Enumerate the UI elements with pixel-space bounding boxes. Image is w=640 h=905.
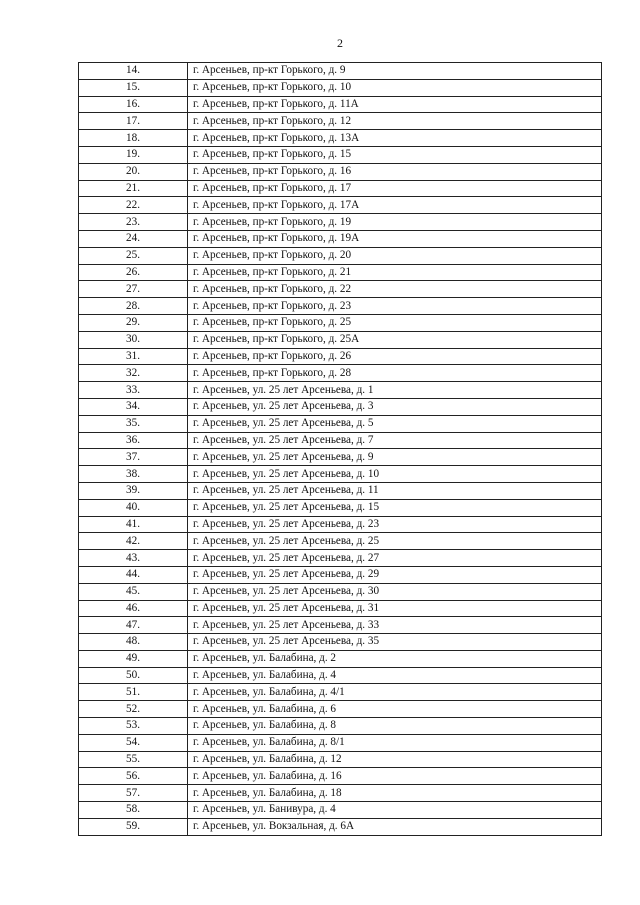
table-row xyxy=(79,617,602,634)
row-number-cell: 41. xyxy=(79,516,188,533)
address-cell: г. Арсеньев, ул. 25 лет Арсеньева, д. 7 xyxy=(188,432,602,449)
table-row xyxy=(79,650,602,667)
table-row xyxy=(79,348,602,365)
address-cell: г. Арсеньев, пр-кт Горького, д. 17А xyxy=(188,197,602,214)
address-cell: г. Арсеньев, пр-кт Горького, д. 20 xyxy=(188,247,602,264)
table-row xyxy=(79,298,602,315)
table-row xyxy=(79,701,602,718)
table-row xyxy=(79,818,602,835)
row-number-cell: 45. xyxy=(79,583,188,600)
row-number-cell: 51. xyxy=(79,684,188,701)
address-cell: г. Арсеньев, пр-кт Горького, д. 9 xyxy=(188,63,602,80)
row-number-cell: 55. xyxy=(79,751,188,768)
table-row xyxy=(79,63,602,80)
address-cell: г. Арсеньев, пр-кт Горького, д. 21 xyxy=(188,264,602,281)
row-number-cell: 31. xyxy=(79,348,188,365)
table-row xyxy=(79,718,602,735)
row-number-cell: 47. xyxy=(79,617,188,634)
row-number-cell: 58. xyxy=(79,802,188,819)
address-cell: г. Арсеньев, пр-кт Горького, д. 16 xyxy=(188,163,602,180)
address-cell: г. Арсеньев, ул. Балабина, д. 12 xyxy=(188,751,602,768)
table-row xyxy=(79,314,602,331)
row-number-cell: 50. xyxy=(79,667,188,684)
table-row xyxy=(79,751,602,768)
row-number-cell: 34. xyxy=(79,398,188,415)
table-row xyxy=(79,802,602,819)
address-cell: г. Арсеньев, ул. 25 лет Арсеньева, д. 25 xyxy=(188,533,602,550)
row-number-cell: 54. xyxy=(79,734,188,751)
row-number-cell: 24. xyxy=(79,230,188,247)
address-cell: г. Арсеньев, ул. 25 лет Арсеньева, д. 23 xyxy=(188,516,602,533)
address-cell: г. Арсеньев, пр-кт Горького, д. 25А xyxy=(188,331,602,348)
row-number-cell: 22. xyxy=(79,197,188,214)
row-number-cell: 30. xyxy=(79,331,188,348)
row-number-cell: 21. xyxy=(79,180,188,197)
table-row xyxy=(79,667,602,684)
address-cell: г. Арсеньев, ул. 25 лет Арсеньева, д. 31 xyxy=(188,600,602,617)
table-row xyxy=(79,734,602,751)
address-cell: г. Арсеньев, ул. 25 лет Арсеньева, д. 35 xyxy=(188,634,602,651)
row-number-cell: 16. xyxy=(79,96,188,113)
table-row xyxy=(79,113,602,130)
row-number-cell: 36. xyxy=(79,432,188,449)
table-row xyxy=(79,96,602,113)
address-cell: г. Арсеньев, ул. 25 лет Арсеньева, д. 29 xyxy=(188,566,602,583)
row-number-cell: 25. xyxy=(79,247,188,264)
row-number-cell: 57. xyxy=(79,785,188,802)
row-number-cell: 48. xyxy=(79,634,188,651)
address-cell: г. Арсеньев, ул. Балабина, д. 18 xyxy=(188,785,602,802)
table-row xyxy=(79,768,602,785)
table-row xyxy=(79,684,602,701)
address-cell: г. Арсеньев, пр-кт Горького, д. 22 xyxy=(188,281,602,298)
row-number-cell: 43. xyxy=(79,550,188,567)
address-cell: г. Арсеньев, пр-кт Горького, д. 13А xyxy=(188,130,602,147)
table-row xyxy=(79,449,602,466)
table-row xyxy=(79,466,602,483)
row-number-cell: 46. xyxy=(79,600,188,617)
table-row xyxy=(79,499,602,516)
row-number-cell: 20. xyxy=(79,163,188,180)
table-row xyxy=(79,247,602,264)
address-cell: г. Арсеньев, ул. 25 лет Арсеньева, д. 3 xyxy=(188,398,602,415)
table-row xyxy=(79,281,602,298)
row-number-cell: 18. xyxy=(79,130,188,147)
row-number-cell: 39. xyxy=(79,482,188,499)
row-number-cell: 32. xyxy=(79,365,188,382)
table-row xyxy=(79,163,602,180)
table-row xyxy=(79,197,602,214)
address-cell: г. Арсеньев, ул. 25 лет Арсеньева, д. 10 xyxy=(188,466,602,483)
address-cell: г. Арсеньев, пр-кт Горького, д. 26 xyxy=(188,348,602,365)
address-cell: г. Арсеньев, пр-кт Горького, д. 25 xyxy=(188,314,602,331)
row-number-cell: 27. xyxy=(79,281,188,298)
table-row xyxy=(79,398,602,415)
row-number-cell: 42. xyxy=(79,533,188,550)
address-cell: г. Арсеньев, ул. Балабина, д. 8 xyxy=(188,718,602,735)
row-number-cell: 37. xyxy=(79,449,188,466)
address-table xyxy=(78,62,602,836)
table-row xyxy=(79,415,602,432)
table-row xyxy=(79,79,602,96)
address-cell: г. Арсеньев, ул. Балабина, д. 4/1 xyxy=(188,684,602,701)
address-table-body xyxy=(79,63,602,836)
row-number-cell: 19. xyxy=(79,146,188,163)
address-cell: г. Арсеньев, ул. Балабина, д. 2 xyxy=(188,650,602,667)
table-row xyxy=(79,382,602,399)
address-cell: г. Арсеньев, ул. 25 лет Арсеньева, д. 33 xyxy=(188,617,602,634)
address-cell: г. Арсеньев, пр-кт Горького, д. 10 xyxy=(188,79,602,96)
table-row xyxy=(79,600,602,617)
table-row xyxy=(79,331,602,348)
address-cell: г. Арсеньев, ул. Балабина, д. 6 xyxy=(188,701,602,718)
address-cell: г. Арсеньев, ул. Балабина, д. 8/1 xyxy=(188,734,602,751)
row-number-cell: 59. xyxy=(79,818,188,835)
row-number-cell: 33. xyxy=(79,382,188,399)
row-number-cell: 38. xyxy=(79,466,188,483)
address-cell: г. Арсеньев, ул. 25 лет Арсеньева, д. 27 xyxy=(188,550,602,567)
table-row xyxy=(79,634,602,651)
table-row xyxy=(79,264,602,281)
address-cell: г. Арсеньев, ул. 25 лет Арсеньева, д. 5 xyxy=(188,415,602,432)
row-number-cell: 28. xyxy=(79,298,188,315)
table-row xyxy=(79,566,602,583)
row-number-cell: 35. xyxy=(79,415,188,432)
row-number-cell: 49. xyxy=(79,650,188,667)
table-row xyxy=(79,550,602,567)
address-cell: г. Арсеньев, пр-кт Горького, д. 19А xyxy=(188,230,602,247)
address-cell: г. Арсеньев, ул. 25 лет Арсеньева, д. 1 xyxy=(188,382,602,399)
row-number-cell: 53. xyxy=(79,718,188,735)
address-cell: г. Арсеньев, ул. Вокзальная, д. 6А xyxy=(188,818,602,835)
address-cell: г. Арсеньев, ул. Балабина, д. 16 xyxy=(188,768,602,785)
row-number-cell: 17. xyxy=(79,113,188,130)
address-cell: г. Арсеньев, ул. 25 лет Арсеньева, д. 15 xyxy=(188,499,602,516)
row-number-cell: 14. xyxy=(79,63,188,80)
address-cell: г. Арсеньев, пр-кт Горького, д. 28 xyxy=(188,365,602,382)
address-cell: г. Арсеньев, ул. 25 лет Арсеньева, д. 30 xyxy=(188,583,602,600)
address-cell: г. Арсеньев, пр-кт Горького, д. 17 xyxy=(188,180,602,197)
table-row xyxy=(79,516,602,533)
address-cell: г. Арсеньев, ул. Банивура, д. 4 xyxy=(188,802,602,819)
address-cell: г. Арсеньев, пр-кт Горького, д. 11А xyxy=(188,96,602,113)
address-cell: г. Арсеньев, пр-кт Горького, д. 19 xyxy=(188,214,602,231)
address-cell: г. Арсеньев, пр-кт Горького, д. 12 xyxy=(188,113,602,130)
address-cell: г. Арсеньев, пр-кт Горького, д. 23 xyxy=(188,298,602,315)
table-row xyxy=(79,432,602,449)
table-row xyxy=(79,230,602,247)
address-cell: г. Арсеньев, ул. 25 лет Арсеньева, д. 9 xyxy=(188,449,602,466)
row-number-cell: 52. xyxy=(79,701,188,718)
table-row xyxy=(79,180,602,197)
table-row xyxy=(79,214,602,231)
address-cell: г. Арсеньев, ул. Балабина, д. 4 xyxy=(188,667,602,684)
row-number-cell: 29. xyxy=(79,314,188,331)
row-number-cell: 56. xyxy=(79,768,188,785)
table-row xyxy=(79,583,602,600)
table-row xyxy=(79,130,602,147)
row-number-cell: 23. xyxy=(79,214,188,231)
table-row xyxy=(79,365,602,382)
table-row xyxy=(79,146,602,163)
table-row xyxy=(79,785,602,802)
row-number-cell: 40. xyxy=(79,499,188,516)
page-number: 2 xyxy=(337,36,343,50)
row-number-cell: 44. xyxy=(79,566,188,583)
address-cell: г. Арсеньев, ул. 25 лет Арсеньева, д. 11 xyxy=(188,482,602,499)
address-cell: г. Арсеньев, пр-кт Горького, д. 15 xyxy=(188,146,602,163)
table-row xyxy=(79,482,602,499)
table-row xyxy=(79,533,602,550)
row-number-cell: 26. xyxy=(79,264,188,281)
row-number-cell: 15. xyxy=(79,79,188,96)
